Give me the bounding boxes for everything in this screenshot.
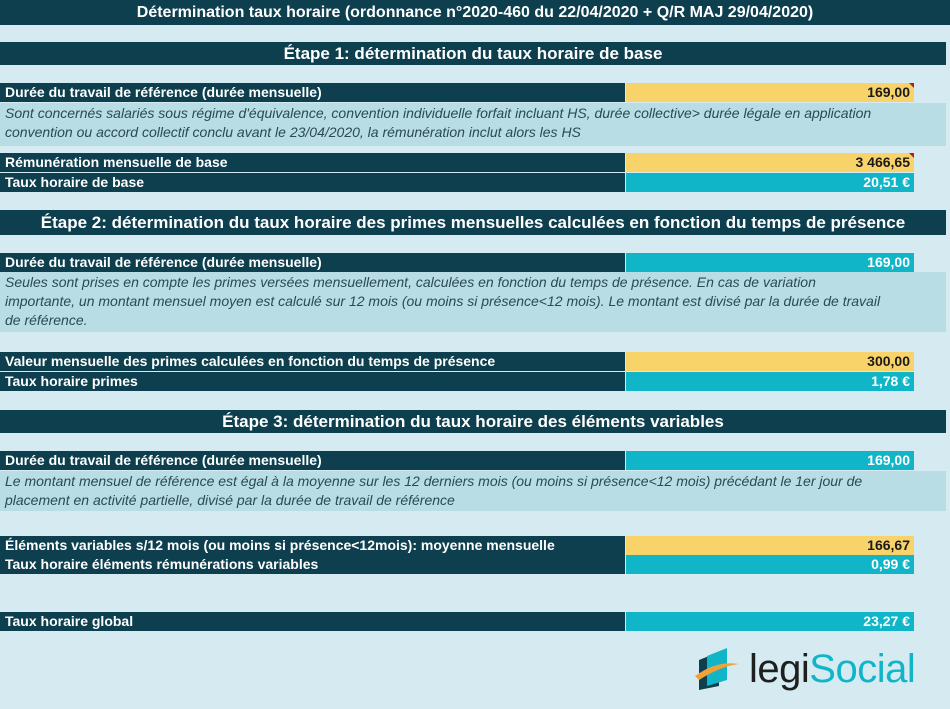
step3-elements-input[interactable]	[626, 536, 914, 555]
step2-note-line3: de référence.	[5, 312, 88, 328]
comment-marker-icon	[909, 83, 914, 88]
legisocial-logo-icon	[693, 646, 741, 692]
logo-text-legi: legi	[749, 646, 810, 691]
step1-taux-value: 20,51 €	[626, 173, 914, 192]
step1-duree-label: Durée du travail de référence (durée mensuelle)	[0, 83, 625, 102]
step2-duree-label: Durée du travail de référence (durée mensuelle)	[0, 253, 625, 272]
step2-note-line2: importante, un montant mensuel moyen est calculé sur 12 mois (ou moins si présence<12 mois). Le montant est divisé par la durée de travail	[5, 293, 881, 309]
legisocial-logo-text	[749, 647, 915, 692]
step2-taux-label: Taux horaire primes	[0, 372, 625, 391]
step2-valeur-value: 300,00	[867, 353, 910, 369]
step3-elements-label: Éléments variables s/12 mois (ou moins si présence<12mois): moyenne mensuelle	[0, 536, 625, 555]
step2-valeur-input[interactable]	[626, 352, 914, 371]
step3-note	[0, 471, 946, 511]
step2-note	[0, 272, 946, 332]
step1-remuneration-input[interactable]	[626, 153, 914, 172]
global-taux-label: Taux horaire global	[0, 612, 625, 631]
step1-note	[0, 103, 946, 146]
step1-duree-value: 169,00	[867, 84, 910, 100]
step1-taux-label: Taux horaire de base	[0, 173, 625, 192]
global-taux-value: 23,27 €	[626, 612, 914, 631]
step3-elements-value: 166,67	[867, 537, 910, 553]
step2-note-line1: Seules sont prises en compte les primes versées mensuellement, calculées en fonction du temps de présence. En cas de variation	[5, 274, 816, 290]
logo-text-social: Social	[809, 646, 916, 691]
step2-taux-value: 1,78 €	[626, 372, 914, 391]
step3-header: Étape 3: détermination du taux horaire des éléments variables	[0, 410, 946, 433]
step2-valeur-label: Valeur mensuelle des primes calculées en fonction du temps de présence	[0, 352, 625, 371]
step1-note-line1: Sont concernés salariés sous régime d'équivalence, convention individuelle forfait incluant HS, durée collective> durée légale en application	[5, 105, 872, 121]
step3-note-line1: Le montant mensuel de référence est égal à la moyenne sur les 12 derniers mois (ou moins si présence<12 mois) précédant le 1er jour de	[5, 473, 863, 489]
step3-duree-value: 169,00	[626, 451, 914, 470]
step3-taux-label: Taux horaire éléments rémunérations variables	[0, 555, 625, 574]
step3-taux-value: 0,99 €	[626, 555, 914, 574]
step3-duree-label: Durée du travail de référence (durée mensuelle)	[0, 451, 625, 470]
step2-header: Étape 2: détermination du taux horaire des primes mensuelles calculées en fonction du temps de présence	[0, 210, 946, 235]
legisocial-logo	[693, 640, 933, 698]
comment-marker-icon	[909, 153, 914, 158]
step1-duree-input[interactable]	[626, 83, 914, 102]
step2-duree-value: 169,00	[626, 253, 914, 272]
step1-remuneration-value: 3 466,65	[855, 154, 910, 170]
step1-note-line2: convention ou accord collectif conclu avant le 23/04/2020, la rémunération inclut alors les HS	[5, 124, 581, 140]
step1-header: Étape 1: détermination du taux horaire de base	[0, 42, 946, 65]
step1-remuneration-label: Rémunération mensuelle de base	[0, 153, 625, 172]
page-title: Détermination taux horaire (ordonnance n°2020-460 du 22/04/2020 + Q/R MAJ 29/04/2020)	[0, 0, 950, 25]
step3-note-line2: placement en activité partielle, divisé par la durée de travail de référence	[5, 492, 455, 508]
